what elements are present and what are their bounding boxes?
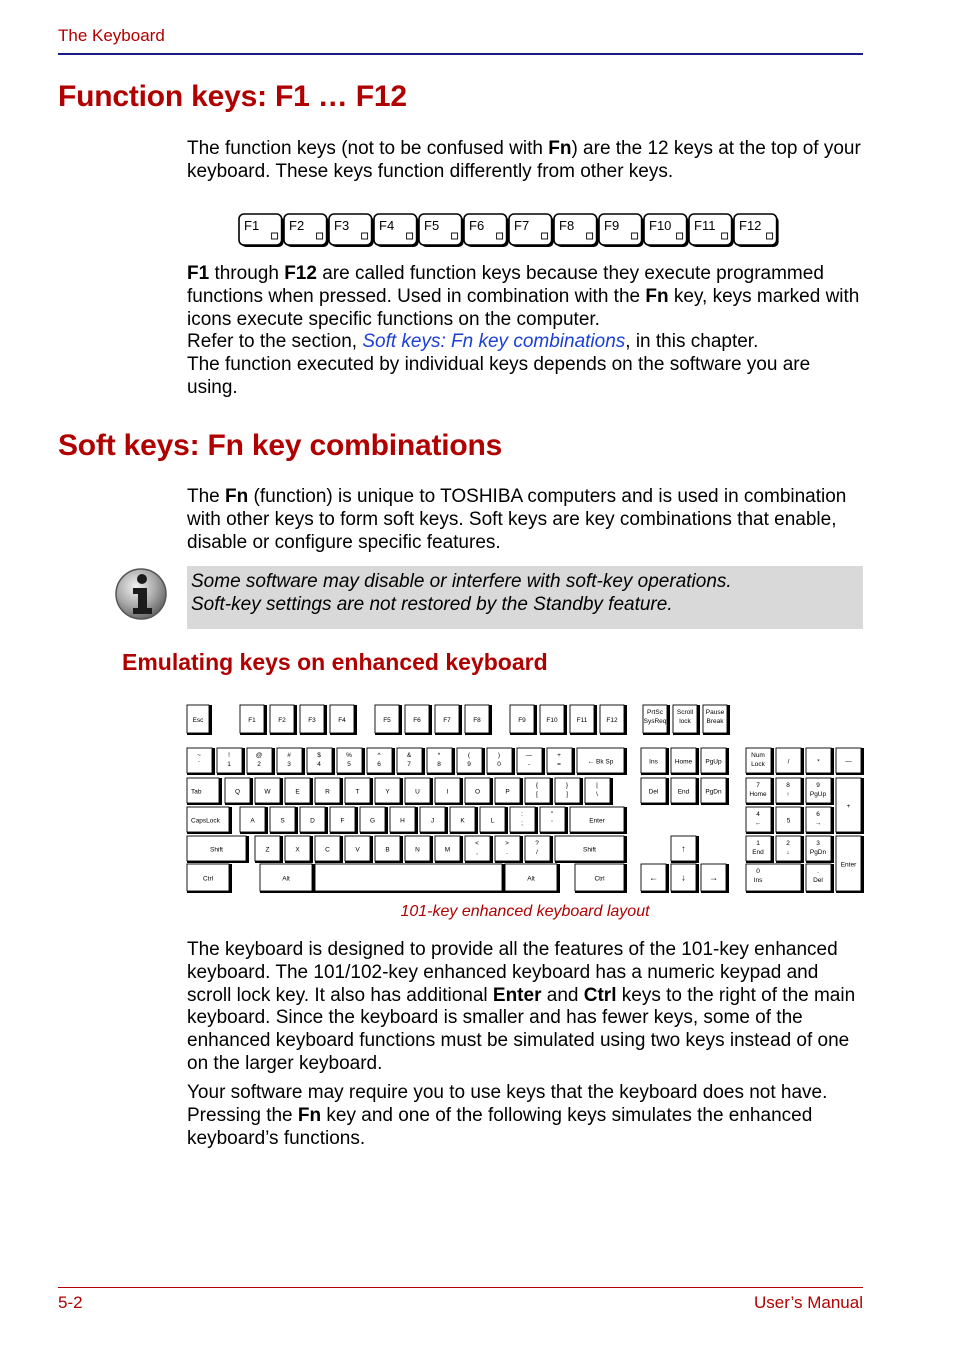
svg-text:S: S	[280, 817, 285, 825]
svg-text:Ins: Ins	[753, 877, 763, 884]
fkey-f1	[239, 214, 284, 247]
svg-text:F: F	[340, 817, 345, 825]
svg-text:F10: F10	[649, 218, 672, 233]
svg-text:Shift: Shift	[582, 846, 597, 854]
key-capslock	[187, 807, 232, 834]
key-sym-q0	[525, 778, 553, 805]
svg-text:4: 4	[317, 761, 321, 768]
section-heading-function-keys: Function keys: F1 … F12	[58, 80, 407, 113]
fkey-f11	[689, 214, 734, 247]
key-pad-r4-1	[776, 836, 804, 863]
key-pad-r1-0	[746, 748, 774, 775]
svg-text:↓: ↓	[681, 872, 686, 883]
key-num-9	[457, 748, 485, 775]
svg-text::: :	[521, 811, 523, 818]
soft-keys-intro: The Fn (function) is unique to TOSHIBA computers and is used in combination with other keys to form soft keys. Soft keys are key combinations that enable, disable or configure specific features.	[187, 486, 847, 553]
svg-text:2: 2	[257, 761, 261, 768]
note-text: Some software may disable or interfere with soft-key operations. Soft-key settings are not restored by the Standby feature.	[191, 571, 732, 615]
key-pad-r2-2	[806, 778, 834, 805]
svg-text:.: .	[817, 868, 819, 875]
svg-text:+: +	[557, 752, 561, 759]
svg-text:←: ←	[754, 820, 762, 827]
svg-text:=: =	[557, 761, 561, 768]
fkey-f9	[599, 214, 644, 247]
section-heading-emulating: Emulating keys on enhanced keyboard	[122, 649, 548, 675]
key-h	[390, 807, 418, 834]
svg-text:L: L	[490, 817, 495, 825]
key-k	[450, 807, 478, 834]
key-f2	[270, 705, 297, 735]
key-pad-zero	[746, 864, 804, 893]
key-pad-r2-1	[776, 778, 804, 805]
svg-text:&: &	[406, 752, 412, 759]
key-n	[405, 836, 433, 863]
svg-text:Q: Q	[234, 788, 241, 796]
svg-text:F2: F2	[278, 717, 286, 724]
svg-text:A: A	[250, 817, 255, 825]
key-o	[465, 778, 493, 805]
svg-text:@: @	[255, 752, 263, 759]
svg-text:V: V	[355, 846, 360, 854]
svg-text:D: D	[310, 817, 315, 825]
svg-text:N: N	[415, 846, 420, 854]
svg-text:Tab: Tab	[191, 788, 202, 796]
svg-text:~: ~	[197, 752, 201, 759]
svg-text:`: `	[197, 761, 201, 768]
svg-text:<: <	[475, 840, 479, 847]
key-sym-a1	[540, 807, 568, 834]
svg-text:?: ?	[535, 840, 539, 847]
svg-text:End: End	[677, 788, 690, 796]
page-header-title: The Keyboard	[58, 26, 165, 45]
svg-text:2: 2	[786, 840, 790, 847]
key-f12	[600, 705, 627, 735]
key-f9	[510, 705, 537, 735]
svg-text:→: →	[709, 872, 718, 883]
svg-text:Pause: Pause	[705, 709, 725, 716]
key-edit2-2	[701, 778, 729, 805]
svg-text:^: ^	[377, 752, 381, 759]
svg-text:X: X	[295, 846, 300, 854]
svg-text:}: }	[565, 782, 569, 789]
key-sym-a0	[510, 807, 538, 834]
key-num-2	[247, 748, 275, 775]
fkey-f8	[554, 214, 599, 247]
svg-text:→: →	[814, 820, 822, 827]
svg-text:8: 8	[437, 761, 441, 768]
svg-text:E: E	[295, 788, 300, 796]
key-num-10	[487, 748, 515, 775]
key-enter	[570, 807, 627, 834]
key-p	[495, 778, 523, 805]
key-num-0	[187, 748, 215, 775]
svg-text:,: ,	[476, 849, 478, 856]
key-f3	[300, 705, 327, 735]
keyboard-caption: 101-key enhanced keyboard layout	[400, 903, 650, 920]
svg-text:—: —	[525, 752, 533, 759]
svg-text:0: 0	[497, 761, 501, 768]
key-right-ctrl	[575, 864, 627, 893]
svg-text:F12: F12	[739, 218, 762, 233]
svg-text:Del: Del	[648, 788, 659, 796]
key-f11	[570, 705, 597, 735]
key-num-3	[277, 748, 305, 775]
key-pad-r3-0	[746, 807, 774, 834]
key-e	[285, 778, 313, 805]
key-r	[315, 778, 343, 805]
key-pad-r2-0	[746, 778, 774, 805]
fn-emulation-intro: Your software may require you to use keys that the keyboard does not have. Pressing the Fn key and one of the following keys simulates the enhanced keyboard’s functions.	[187, 1082, 828, 1149]
svg-text:0: 0	[756, 868, 760, 875]
enhanced-keyboard-diagram	[186, 700, 864, 896]
svg-text:7: 7	[756, 782, 760, 789]
svg-text:Break: Break	[706, 718, 724, 725]
svg-text:Scroll: Scroll	[676, 709, 694, 716]
svg-text:F6: F6	[469, 218, 485, 233]
svg-text:3: 3	[816, 840, 820, 847]
svg-text:I: I	[446, 788, 449, 796]
key-edit1-1	[671, 748, 699, 775]
key-right-alt	[505, 864, 560, 893]
key-pad-r4-2	[806, 836, 834, 863]
svg-text:←: ←	[649, 872, 658, 883]
footer-manual-title: User’s Manual	[754, 1293, 863, 1312]
key-f8	[465, 705, 492, 735]
svg-text:Ctrl: Ctrl	[594, 875, 605, 883]
svg-text:F10: F10	[546, 717, 558, 724]
key-sym-z0	[465, 836, 493, 863]
svg-text:\: \	[596, 791, 598, 798]
svg-text:PgDn: PgDn	[809, 849, 827, 856]
svg-text:F4: F4	[379, 218, 395, 233]
svg-text:/: /	[536, 849, 538, 856]
svg-text:>: >	[505, 840, 509, 847]
svg-text:F1: F1	[248, 717, 256, 724]
svg-text:4: 4	[756, 811, 760, 818]
key-w	[255, 778, 283, 805]
svg-text:F11: F11	[576, 717, 588, 724]
svg-text:5: 5	[347, 761, 351, 768]
key-space	[315, 864, 505, 893]
key-v	[345, 836, 373, 863]
svg-text:Ctrl: Ctrl	[202, 875, 214, 883]
svg-text:F11: F11	[694, 218, 716, 233]
svg-text:.: .	[506, 849, 508, 856]
key-left-ctrl	[187, 864, 232, 893]
svg-text:R: R	[325, 788, 330, 796]
svg-text:B: B	[385, 846, 390, 854]
key-arrow-up	[671, 836, 699, 863]
key-num-7	[397, 748, 425, 775]
svg-text:F1: F1	[244, 218, 260, 233]
key-left-shift	[187, 836, 249, 863]
svg-text:': '	[551, 820, 553, 827]
svg-text:F8: F8	[473, 717, 481, 724]
svg-text:{: {	[535, 782, 539, 789]
function-keys-intro: The function keys (not to be confused with Fn) are the 12 keys at the top of your keyboard. These keys function differently from other keys.	[187, 138, 861, 182]
svg-text:C: C	[325, 846, 330, 854]
key-left-alt	[260, 864, 315, 893]
key-num-1	[217, 748, 245, 775]
soft-keys-link[interactable]: Soft keys: Fn key combinations	[362, 331, 626, 353]
key-edit2-0	[641, 778, 669, 805]
svg-text:F5: F5	[383, 717, 391, 724]
key-num-12	[547, 748, 575, 775]
key-q	[225, 778, 253, 805]
svg-text:+: +	[846, 803, 851, 810]
key-edit1-0	[641, 748, 669, 775]
key-sys-1	[673, 705, 700, 735]
key-tab	[187, 778, 222, 805]
key-arrow-right	[701, 864, 729, 893]
key-i	[435, 778, 463, 805]
svg-text:): )	[497, 752, 501, 759]
key-num-8	[427, 748, 455, 775]
svg-text:*: *	[437, 752, 441, 759]
key-backspace	[577, 748, 627, 775]
fkey-f3	[329, 214, 374, 247]
svg-text:Z: Z	[265, 846, 270, 854]
key-num-11	[517, 748, 545, 775]
svg-text:F8: F8	[559, 218, 575, 233]
svg-text:PrtSc: PrtSc	[647, 709, 663, 716]
svg-text:lock: lock	[679, 718, 691, 725]
fkey-f2	[284, 214, 329, 247]
key-b	[375, 836, 403, 863]
key-pad-r4-0	[746, 836, 774, 863]
svg-text:Y: Y	[385, 788, 390, 796]
key-f10	[540, 705, 567, 735]
svg-text:T: T	[355, 788, 360, 796]
key-esc	[187, 705, 212, 735]
svg-text:3: 3	[287, 761, 291, 768]
key-edit1-2	[701, 748, 729, 775]
key-arrow-left	[641, 864, 669, 893]
svg-text:↑: ↑	[681, 843, 686, 854]
key-pad-r3-1	[776, 807, 804, 834]
key-z	[255, 836, 283, 863]
svg-text:↓: ↓	[786, 849, 790, 856]
key-l	[480, 807, 508, 834]
key-f1	[240, 705, 267, 735]
svg-text:PgDn: PgDn	[705, 788, 722, 796]
svg-text:Home: Home	[674, 758, 693, 766]
svg-text:Lock: Lock	[751, 761, 765, 768]
svg-text:PgUp: PgUp	[809, 791, 827, 798]
svg-text:W: W	[264, 788, 271, 796]
svg-text:↑: ↑	[786, 791, 790, 798]
key-d	[300, 807, 328, 834]
key-arrow-down	[671, 864, 699, 893]
svg-text:": "	[550, 811, 554, 818]
svg-text:G: G	[369, 817, 376, 825]
fkey-f7	[509, 214, 554, 247]
key-y	[375, 778, 403, 805]
svg-text:Home: Home	[749, 791, 767, 798]
key-pad-r3-2	[806, 807, 834, 834]
svg-text:$: $	[317, 752, 321, 759]
key-pad-r1-2	[806, 748, 834, 775]
svg-text:← Bk Sp: ← Bk Sp	[587, 758, 614, 766]
section-heading-soft-keys: Soft keys: Fn key combinations	[58, 429, 503, 462]
header-rule	[58, 53, 863, 55]
svg-text:F4: F4	[338, 717, 346, 724]
key-edit2-1	[671, 778, 699, 805]
svg-text:Enter: Enter	[840, 861, 857, 869]
key-pad-dot	[806, 864, 834, 893]
footer-page-number: 5-2	[58, 1293, 83, 1312]
svg-text:Alt: Alt	[527, 875, 535, 883]
svg-text:PgUp: PgUp	[705, 758, 722, 766]
svg-text:F5: F5	[424, 218, 440, 233]
svg-text:F9: F9	[604, 218, 620, 233]
key-num-6	[367, 748, 395, 775]
fkey-f12	[734, 214, 779, 247]
key-c	[315, 836, 343, 863]
key-sym-z1	[495, 836, 523, 863]
svg-text:9: 9	[816, 782, 820, 789]
function-key-strip	[238, 213, 782, 249]
svg-text:P: P	[505, 788, 510, 796]
key-u	[405, 778, 433, 805]
fkey-f6	[464, 214, 509, 247]
svg-text:H: H	[400, 817, 405, 825]
svg-text:SysReq: SysReq	[643, 718, 667, 725]
svg-text:F3: F3	[308, 717, 316, 724]
svg-text:U: U	[415, 788, 420, 796]
key-pad-enter	[836, 836, 864, 893]
svg-text:F6: F6	[413, 717, 421, 724]
key-pad-r1-3	[836, 748, 864, 775]
svg-text:F7: F7	[443, 717, 451, 724]
key-sym-q1	[555, 778, 583, 805]
svg-text:End: End	[752, 849, 764, 856]
key-j	[420, 807, 448, 834]
svg-text:%: %	[346, 752, 352, 759]
key-s	[270, 807, 298, 834]
key-right-shift	[555, 836, 627, 863]
fkey-f4	[374, 214, 419, 247]
svg-text:8: 8	[786, 782, 790, 789]
keyboard-description: The keyboard is designed to provide all the features of the 101-key enhanced keyboard. The 101/102-key enhanced keyboard has a numeric keypad and scroll lock key. It also has additional Enter and Ctrl keys to the right of the main keyboard. Since the keyboard is smaller and has fewer keys, some of the enhanced keyboard functions must be simulated using two keys instead of one on the larger keyboard.	[187, 939, 856, 1074]
info-icon	[113, 566, 169, 622]
svg-text:—: —	[845, 758, 852, 766]
key-sym-z2	[525, 836, 553, 863]
svg-text:F9: F9	[518, 717, 526, 724]
svg-text:]: ]	[566, 791, 568, 798]
key-pad-plus	[836, 778, 864, 834]
svg-text:F3: F3	[334, 218, 350, 233]
key-sys-0	[643, 705, 670, 735]
svg-text:6: 6	[816, 811, 820, 818]
svg-text:-: -	[527, 761, 531, 768]
svg-text:Num: Num	[751, 752, 765, 759]
key-sys-2	[703, 705, 730, 735]
svg-text:1: 1	[227, 761, 231, 768]
fkey-f5	[419, 214, 464, 247]
svg-text:1: 1	[756, 840, 760, 847]
function-keys-body: F1 through F12 are called function keys because they execute programmed functions when pressed. Used in combination with the Fn key, keys marked with icons execute specific functions on the computer. Refer to the section, Soft keys: Fn key combinations, in this chapter. The function executed by individual keys depends on the software you are using.	[187, 263, 860, 398]
svg-text:[: [	[536, 791, 538, 798]
svg-text:*: *	[817, 758, 820, 766]
svg-text:F12: F12	[606, 717, 618, 724]
svg-text:|: |	[596, 782, 598, 789]
svg-text:CapsLock: CapsLock	[191, 817, 220, 825]
key-f6	[405, 705, 432, 735]
footer-rule	[58, 1287, 863, 1288]
svg-text:7: 7	[407, 761, 411, 768]
key-num-4	[307, 748, 335, 775]
key-g	[360, 807, 388, 834]
svg-text:/: /	[787, 758, 790, 766]
key-num-5	[337, 748, 365, 775]
svg-text:O: O	[474, 788, 481, 796]
svg-text:(: (	[467, 752, 471, 759]
note-box	[187, 566, 863, 629]
key-f7	[435, 705, 462, 735]
key-a	[240, 807, 268, 834]
svg-text:Esc: Esc	[192, 717, 204, 724]
key-pad-r1-1	[776, 748, 804, 775]
svg-text:#: #	[287, 752, 291, 759]
key-sym-q2	[585, 778, 613, 805]
svg-text:9: 9	[467, 761, 471, 768]
svg-text:5: 5	[786, 817, 791, 825]
svg-text:M: M	[444, 846, 451, 854]
key-x	[285, 836, 313, 863]
svg-text:F2: F2	[289, 218, 305, 233]
svg-text:Shift: Shift	[209, 846, 224, 854]
svg-text:;: ;	[521, 820, 523, 827]
key-f	[330, 807, 358, 834]
key-f5	[375, 705, 402, 735]
key-f4	[330, 705, 357, 735]
svg-text:K: K	[460, 817, 465, 825]
svg-text:6: 6	[377, 761, 381, 768]
key-t	[345, 778, 373, 805]
fkey-f10	[644, 214, 689, 247]
svg-text:Alt: Alt	[282, 875, 290, 883]
svg-text:F7: F7	[514, 218, 530, 233]
key-m	[435, 836, 463, 863]
svg-text:Del: Del	[813, 877, 823, 884]
svg-text:J: J	[430, 817, 435, 825]
svg-text:Ins: Ins	[649, 758, 658, 766]
svg-text:Enter: Enter	[589, 817, 605, 825]
svg-text:!: !	[228, 752, 230, 759]
